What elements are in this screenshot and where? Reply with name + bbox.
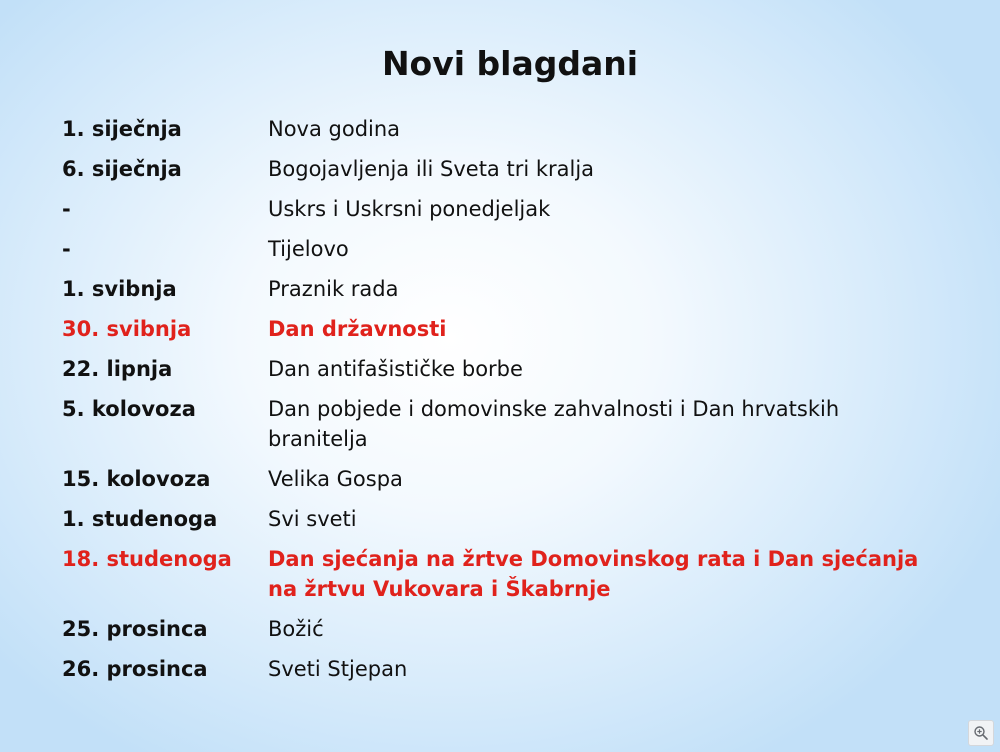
holiday-name: Bogojavljenja ili Sveta tri kralja (268, 157, 595, 181)
holiday-row (62, 464, 942, 494)
holiday-date: 22. lipnja (62, 357, 173, 381)
holiday-name: Dan državnosti (268, 317, 447, 341)
holiday-name: Velika Gospa (268, 467, 403, 491)
holiday-date: 18. studenoga (62, 547, 232, 571)
holiday-date: 1. studenoga (62, 507, 218, 531)
holiday-name: Božić (268, 617, 324, 641)
holiday-name: Dan sjećanja na žrtve Domovinskog rata i Dan sjećanja na žrtvu Vukovara i Škabrnje (268, 547, 919, 601)
holiday-name: Uskrs i Uskrsni ponedjeljak (268, 197, 551, 221)
holiday-date: 5. kolovoza (62, 397, 196, 421)
holiday-name: Svi sveti (268, 507, 357, 531)
holiday-date: - (62, 197, 71, 221)
holiday-row (62, 194, 942, 224)
holiday-date: 26. prosinca (62, 657, 208, 681)
holiday-row (62, 314, 942, 344)
holiday-name: Praznik rada (268, 277, 399, 301)
holiday-date: 1. svibnja (62, 277, 177, 301)
holiday-date: 30. svibnja (62, 317, 192, 341)
holiday-list (62, 114, 942, 694)
holiday-date: 25. prosinca (62, 617, 208, 641)
zoom-in-icon (973, 725, 989, 741)
holiday-row (62, 654, 942, 684)
holiday-name: Nova godina (268, 117, 401, 141)
holiday-date: 6. siječnja (62, 157, 182, 181)
holiday-name: Sveti Stjepan (268, 657, 408, 681)
holiday-row (62, 394, 942, 454)
holiday-date: 15. kolovoza (62, 467, 211, 491)
zoom-button[interactable] (968, 720, 994, 746)
holiday-date: - (62, 237, 71, 261)
holiday-row (62, 544, 942, 604)
slide-title: Novi blagdani (381, 44, 639, 83)
holiday-row (62, 234, 942, 264)
holiday-name: Dan antifašističke borbe (268, 357, 523, 381)
holiday-row (62, 354, 942, 384)
holiday-name: Dan pobjede i domovinske zahvalnosti i Dan hrvatskih branitelja (268, 397, 840, 451)
holiday-name: Tijelovo (268, 237, 349, 261)
holiday-date: 1. siječnja (62, 117, 182, 141)
holiday-row (62, 154, 942, 184)
holiday-row (62, 114, 942, 144)
holiday-row (62, 504, 942, 534)
holiday-row (62, 274, 942, 304)
holiday-row (62, 614, 942, 644)
